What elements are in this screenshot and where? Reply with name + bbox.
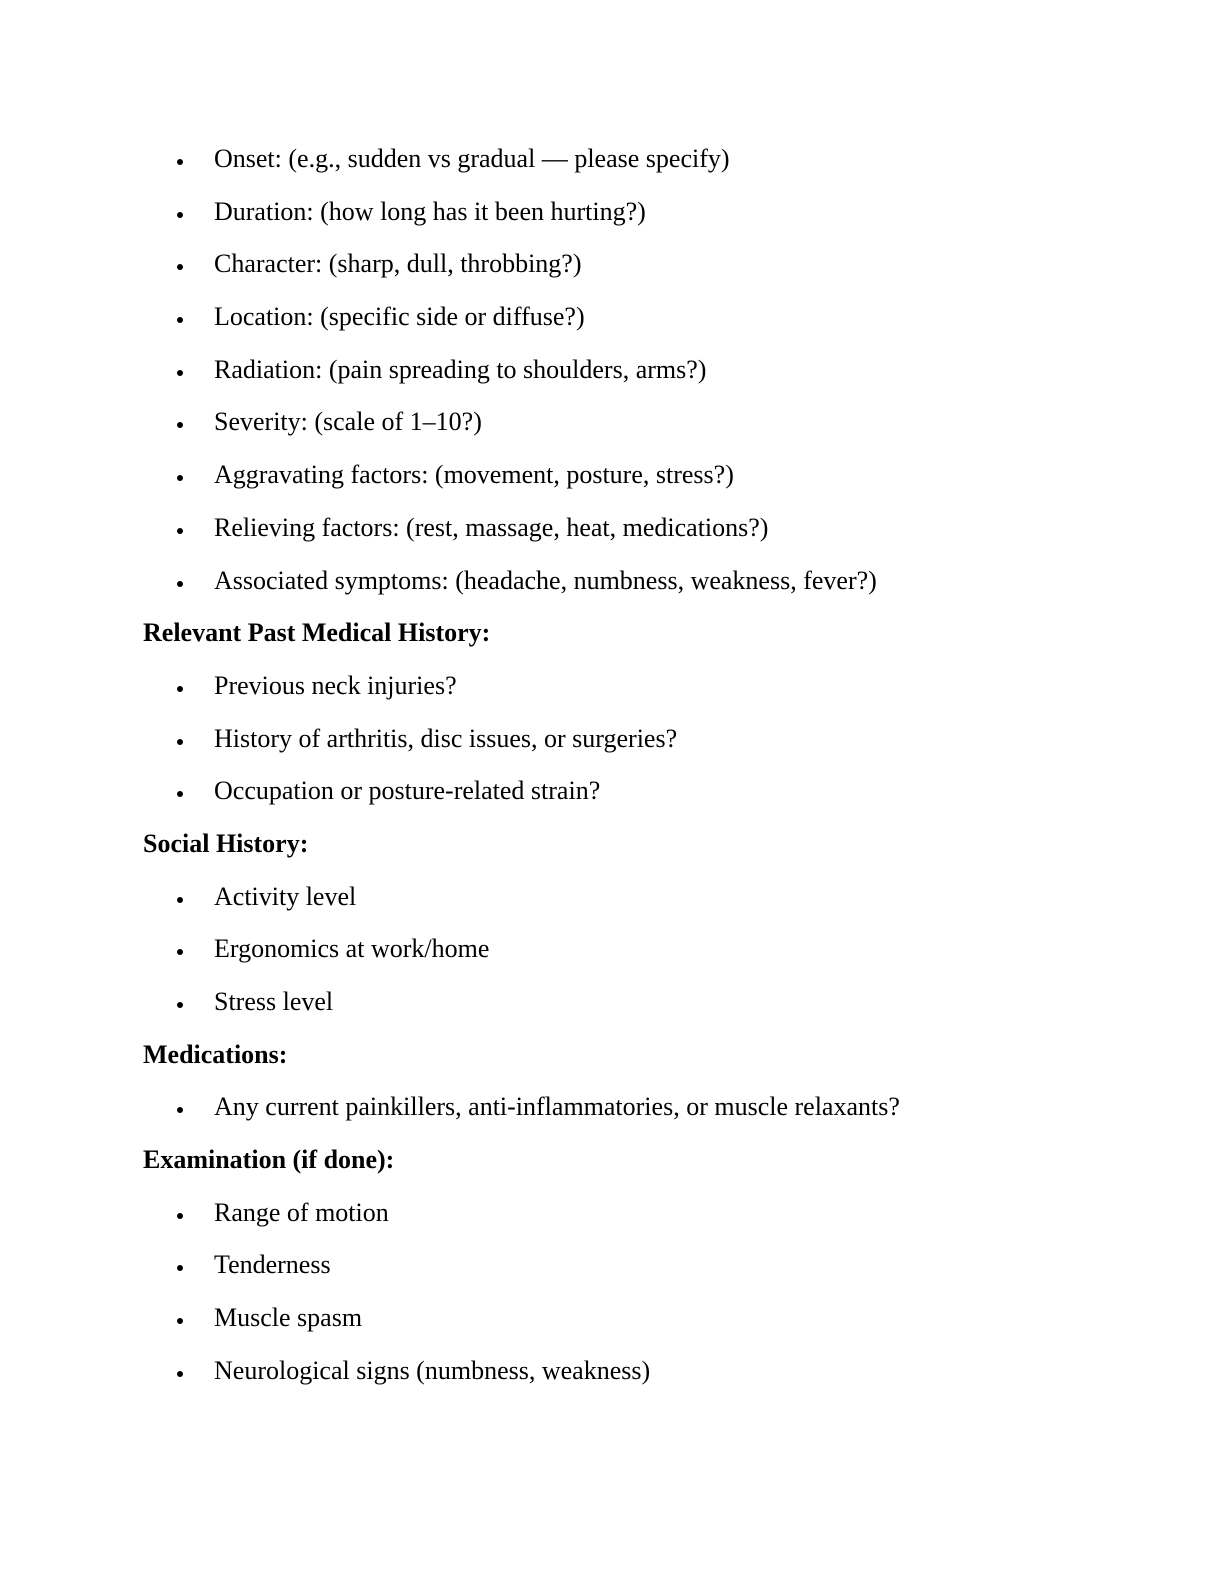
list-item xyxy=(143,396,1093,449)
list-item xyxy=(143,449,1093,502)
document-content xyxy=(143,133,1093,1398)
bullet-icon xyxy=(177,1239,187,1292)
bullet-icon xyxy=(177,871,187,924)
bullet-icon xyxy=(177,713,187,766)
bullet-icon xyxy=(177,238,187,291)
list-item-text: Muscle spasm xyxy=(214,1303,363,1333)
list-item-text: Stress level xyxy=(214,987,334,1016)
list-item xyxy=(143,1239,1093,1292)
list-item-text: Severity: (scale of 1–10?) xyxy=(214,407,482,437)
list-item xyxy=(143,871,1093,924)
list-item xyxy=(143,502,1093,555)
list-item xyxy=(143,555,1093,608)
list-item xyxy=(143,976,1093,1029)
list-item xyxy=(143,133,1093,186)
list-item-text: Onset: (e.g., sudden vs gradual — please specify) xyxy=(214,144,730,173)
bullet-icon xyxy=(177,344,187,397)
section-heading-past-medical-history: Relevant Past Medical History: xyxy=(143,618,491,648)
list-item xyxy=(143,923,1093,976)
list-item xyxy=(143,713,1093,766)
bullet-icon xyxy=(177,1187,187,1240)
list-item xyxy=(143,1187,1093,1240)
section-heading-examination: Examination (if done): xyxy=(143,1145,395,1175)
list-item-text: Character: (sharp, dull, throbbing?) xyxy=(214,249,582,279)
list-item-text: Location: (specific side or diffuse?) xyxy=(214,302,585,332)
list-item-text: Relieving factors: (rest, massage, heat, medications?) xyxy=(214,512,769,542)
section-heading-medications: Medications: xyxy=(143,1039,288,1069)
bullet-icon xyxy=(177,1081,187,1134)
list-item-text: Ergonomics at work/home xyxy=(214,934,490,964)
list-item xyxy=(143,765,1093,818)
list-item-text: Aggravating factors: (movement, posture, stress?) xyxy=(214,460,734,490)
list-item xyxy=(143,1081,1093,1134)
list-item xyxy=(143,660,1093,713)
bullet-icon xyxy=(177,555,187,608)
list-item-text: Tenderness xyxy=(214,1250,331,1280)
bullet-icon xyxy=(177,923,187,976)
list-item xyxy=(143,1292,1093,1345)
list-item-text: Radiation: (pain spreading to shoulders, arms?) xyxy=(214,354,707,384)
bullet-icon xyxy=(177,396,187,449)
list-item-text: Any current painkillers, anti-inflammatories, or muscle relaxants? xyxy=(214,1092,900,1122)
list-item xyxy=(143,186,1093,239)
list-item-text: Previous neck injuries? xyxy=(214,670,457,700)
list-item-text: Duration: (how long has it been hurting?) xyxy=(214,196,646,226)
list-item xyxy=(143,238,1093,291)
list-item-text: Occupation or posture-related strain? xyxy=(214,776,601,806)
list-item xyxy=(143,291,1093,344)
bullet-icon xyxy=(177,1345,187,1398)
bullet-icon xyxy=(177,765,187,818)
list-item xyxy=(143,344,1093,397)
bullet-icon xyxy=(177,449,187,502)
list-item-text: Neurological signs (numbness, weakness) xyxy=(214,1355,651,1385)
bullet-icon xyxy=(177,186,187,239)
bullet-icon xyxy=(177,1292,187,1345)
bullet-icon xyxy=(177,976,187,1029)
list-item-text: History of arthritis, disc issues, or surgeries? xyxy=(214,723,678,753)
list-item xyxy=(143,1345,1093,1398)
section-heading-social-history: Social History: xyxy=(143,828,309,858)
list-item-text: Activity level xyxy=(214,881,357,911)
list-item-text: Associated symptoms: (headache, numbness, weakness, fever?) xyxy=(214,565,877,595)
bullet-icon xyxy=(177,502,187,555)
bullet-icon xyxy=(177,133,187,186)
list-item-text: Range of motion xyxy=(214,1197,389,1227)
bullet-icon xyxy=(177,291,187,344)
bullet-icon xyxy=(177,660,187,713)
